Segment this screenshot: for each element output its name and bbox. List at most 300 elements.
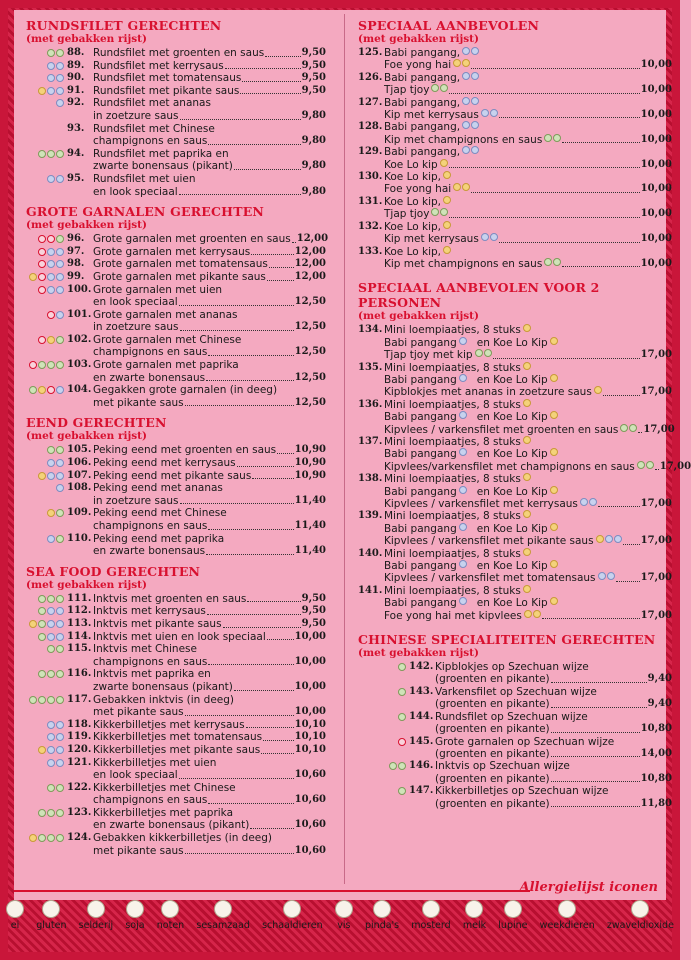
allergen-icons bbox=[26, 482, 67, 507]
allergen-icons bbox=[598, 572, 615, 584]
item-line bbox=[384, 59, 672, 71]
allergen-dot-icon bbox=[523, 585, 531, 593]
item-description: Grote garnalen op Szechuan wijze bbox=[435, 735, 615, 748]
allergen-icons bbox=[26, 470, 67, 483]
item-description: Grote garnalen met kerrysaus bbox=[93, 245, 251, 258]
item-description: Tjap tjoy bbox=[384, 208, 430, 221]
item-number: 118. bbox=[67, 718, 92, 730]
item-description: en Koe Lo Kip bbox=[476, 560, 548, 573]
menu-section bbox=[358, 280, 691, 622]
item-line bbox=[384, 183, 672, 195]
allergen-icons bbox=[26, 284, 67, 309]
wheat-icon bbox=[42, 900, 60, 918]
footer-rule bbox=[14, 890, 530, 892]
dot-leader bbox=[237, 457, 294, 467]
allergen-dot-icon bbox=[607, 572, 615, 580]
menu-item bbox=[358, 473, 672, 510]
allergen-label: zwaveldioxide bbox=[606, 920, 674, 931]
dot-leader bbox=[179, 769, 294, 779]
item-number: 142. bbox=[409, 661, 434, 673]
dot-leader bbox=[179, 296, 294, 306]
item-number: 127. bbox=[358, 96, 383, 108]
item-number: 128. bbox=[358, 121, 383, 133]
item-description: Kikkerbilletjes met pikante saus bbox=[93, 743, 261, 756]
allergen-icons bbox=[523, 399, 531, 411]
menu-item bbox=[26, 782, 326, 807]
allergen-icons bbox=[523, 473, 531, 485]
item-description: Rundsfilet op Szechuan wijze bbox=[435, 710, 588, 723]
item-price: 12,50 bbox=[294, 321, 326, 333]
item-description: en Koe Lo Kip bbox=[476, 485, 548, 498]
allergen-icons bbox=[523, 362, 531, 374]
item-description: Mini loempiaatjes, 8 stuks bbox=[384, 324, 521, 337]
allergen-dot-icon bbox=[47, 759, 55, 767]
allergen-dot-icon bbox=[598, 572, 606, 580]
item-number: 91. bbox=[67, 84, 85, 96]
allergen-dot-icon bbox=[56, 784, 64, 792]
menu-page bbox=[14, 10, 691, 900]
item-description: Kikkerbilletjes met uien bbox=[93, 756, 217, 769]
allergen-icons bbox=[26, 60, 67, 73]
allergen-dot-icon bbox=[47, 472, 55, 480]
allergen-dot-icon bbox=[462, 47, 470, 55]
item-line bbox=[384, 208, 672, 220]
item-text bbox=[93, 782, 326, 807]
item-text bbox=[384, 324, 672, 361]
item-description: (groenten en pikante) bbox=[435, 747, 550, 760]
allergen-dot-icon bbox=[453, 183, 461, 191]
item-line bbox=[93, 346, 326, 359]
menu-item bbox=[26, 807, 326, 832]
allergen-legend-item bbox=[540, 900, 595, 942]
egg-icon bbox=[6, 900, 24, 918]
item-text bbox=[93, 618, 326, 631]
allergen-dot-icon bbox=[47, 721, 55, 729]
item-line bbox=[384, 324, 672, 336]
allergen-dot-icon bbox=[47, 248, 55, 256]
dot-leader bbox=[252, 470, 293, 480]
item-price: 10,00 bbox=[294, 655, 326, 667]
item-line bbox=[93, 656, 326, 669]
allergen-dot-icon bbox=[594, 386, 602, 394]
dot-leader bbox=[208, 346, 293, 356]
item-description: Grote garnalen met groenten en saus bbox=[93, 233, 291, 246]
allergen-icons bbox=[26, 593, 67, 606]
allergen-dot-icon bbox=[47, 386, 55, 394]
menu-item bbox=[358, 146, 672, 171]
menu-item bbox=[26, 359, 326, 384]
allergen-icons bbox=[358, 661, 409, 686]
allergen-dot-icon bbox=[56, 49, 64, 57]
menu-item bbox=[26, 72, 326, 85]
item-text bbox=[93, 148, 326, 173]
item-number: 96. bbox=[67, 233, 85, 245]
item-line bbox=[93, 706, 326, 719]
item-description: Tjap tjoy met kip bbox=[384, 349, 473, 362]
allergen-label: mosterd bbox=[411, 920, 451, 931]
allergen-icons bbox=[26, 782, 67, 807]
menu-item bbox=[26, 334, 326, 359]
item-line bbox=[384, 72, 672, 84]
dot-leader bbox=[551, 773, 640, 782]
item-price: 17,00 bbox=[659, 460, 691, 472]
menu-item bbox=[358, 171, 672, 196]
menu-item bbox=[26, 631, 326, 644]
allergen-icons bbox=[26, 123, 67, 148]
item-number: 146. bbox=[409, 760, 434, 772]
item-price: 10,80 bbox=[640, 723, 672, 735]
allergen-dot-icon bbox=[605, 535, 613, 543]
allergen-legend-item bbox=[196, 900, 249, 942]
allergen-dot-icon bbox=[524, 610, 532, 618]
allergen-dot-icon bbox=[56, 62, 64, 70]
allergen-dot-icon bbox=[596, 535, 604, 543]
allergen-dot-icon bbox=[47, 260, 55, 268]
allergen-icons bbox=[26, 631, 67, 644]
allergen-dot-icon bbox=[550, 448, 558, 456]
allergen-dot-icon bbox=[47, 834, 55, 842]
allergen-dot-icon bbox=[431, 84, 439, 92]
allergen-dot-icon bbox=[38, 386, 46, 394]
allergen-dot-icon bbox=[523, 473, 531, 481]
allergen-dot-icon bbox=[646, 461, 654, 469]
item-text bbox=[93, 444, 326, 457]
dot-leader bbox=[267, 271, 294, 281]
allergen-dot-icon bbox=[462, 59, 470, 67]
allergen-icons bbox=[26, 309, 67, 334]
allergen-icons bbox=[26, 148, 67, 173]
allergen-legend-item bbox=[365, 900, 399, 942]
item-number: 99. bbox=[67, 270, 85, 282]
item-price: 9,40 bbox=[647, 673, 672, 685]
item-number: 110. bbox=[67, 532, 92, 544]
item-number: 90. bbox=[67, 72, 85, 84]
allergen-label: weekdieren bbox=[539, 920, 595, 931]
menu-item bbox=[358, 785, 672, 810]
item-number: 126. bbox=[358, 71, 383, 83]
allergen-dot-icon bbox=[553, 134, 561, 142]
menu-item bbox=[26, 757, 326, 782]
item-line bbox=[93, 359, 326, 372]
item-description: Inktvis met paprika en bbox=[93, 668, 211, 681]
dot-leader bbox=[234, 681, 294, 691]
item-description: Kikkerbilletjes met tomatensaus bbox=[93, 731, 263, 744]
menu-item bbox=[26, 507, 326, 532]
item-line bbox=[384, 399, 675, 411]
item-description: met pikante saus bbox=[93, 396, 184, 409]
allergen-dot-icon bbox=[38, 595, 46, 603]
allergen-icons bbox=[594, 386, 602, 398]
item-description: Rundsfilet met kerrysaus bbox=[93, 59, 224, 72]
allergen-dot-icon bbox=[56, 620, 64, 628]
allergen-dot-icon bbox=[459, 374, 467, 382]
item-line bbox=[93, 794, 326, 807]
item-number: 116. bbox=[67, 668, 92, 680]
allergen-icons bbox=[26, 618, 67, 631]
item-line bbox=[93, 334, 326, 347]
item-description: Rundsfilet met Chinese bbox=[93, 122, 215, 135]
dot-leader bbox=[638, 424, 642, 433]
item-line bbox=[435, 760, 672, 772]
dot-leader bbox=[263, 731, 294, 741]
item-description: Varkensfilet op Szechuan wijze bbox=[435, 685, 597, 698]
allergen-dot-icon bbox=[453, 59, 461, 67]
item-text bbox=[93, 72, 326, 85]
allergen-dot-icon bbox=[443, 196, 451, 204]
allergen-icons bbox=[358, 736, 409, 761]
item-text bbox=[93, 744, 326, 757]
allergen-dot-icon bbox=[56, 472, 64, 480]
item-number: 93. bbox=[67, 122, 85, 134]
allergen-dot-icon bbox=[490, 109, 498, 117]
dot-leader bbox=[179, 186, 301, 196]
section-subtitle: (met gebakken rijst) bbox=[358, 647, 480, 660]
item-text bbox=[93, 47, 326, 60]
allergen-icons bbox=[358, 785, 409, 810]
item-description: Inktvis met uien en look speciaal bbox=[93, 630, 266, 643]
dot-leader bbox=[616, 572, 640, 581]
item-text bbox=[93, 309, 326, 334]
item-text bbox=[435, 661, 672, 686]
item-line bbox=[435, 686, 672, 698]
item-description: en zwarte bonensaus (pikant) bbox=[93, 819, 250, 832]
item-description: Peking eend met Chinese bbox=[93, 507, 227, 520]
item-number: 100. bbox=[67, 283, 92, 295]
item-line bbox=[93, 618, 326, 631]
item-description: Grote garnalen met pikante saus bbox=[93, 270, 266, 283]
item-price: 9,50 bbox=[301, 47, 326, 58]
allergen-legend-item bbox=[262, 900, 323, 942]
allergen-label: ei bbox=[10, 920, 20, 931]
menu-item bbox=[26, 60, 326, 73]
item-line bbox=[93, 593, 326, 606]
allergen-dot-icon bbox=[471, 146, 479, 154]
item-line bbox=[93, 507, 326, 520]
item-price: 10,00 bbox=[294, 706, 326, 718]
item-text bbox=[384, 221, 672, 246]
item-number: 106. bbox=[67, 457, 92, 469]
item-text bbox=[435, 736, 672, 761]
allergen-icons bbox=[26, 173, 67, 198]
allergen-dot-icon bbox=[29, 273, 37, 281]
item-number: 138. bbox=[358, 473, 383, 485]
item-description: Foe yong hai bbox=[384, 59, 452, 72]
menu-item bbox=[358, 362, 672, 399]
item-description: Babi pangang bbox=[384, 373, 457, 386]
item-number: 108. bbox=[67, 482, 92, 494]
allergen-dot-icon bbox=[56, 248, 64, 256]
item-line bbox=[435, 748, 672, 760]
item-text bbox=[93, 668, 326, 693]
item-line bbox=[384, 47, 672, 59]
item-price: 17,00 bbox=[640, 349, 672, 361]
dot-leader bbox=[240, 85, 300, 95]
menu-item bbox=[358, 760, 672, 785]
item-line bbox=[93, 444, 326, 457]
item-description: Peking eend met pikante saus bbox=[93, 469, 252, 482]
item-text bbox=[93, 246, 326, 259]
allergen-legend-item bbox=[157, 900, 184, 942]
section-subtitle: (met gebakken rijst) bbox=[26, 219, 148, 232]
allergen-dot-icon bbox=[550, 523, 558, 531]
celery-icon bbox=[87, 900, 105, 918]
allergen-dot-icon bbox=[56, 484, 64, 492]
column-divider bbox=[344, 14, 345, 884]
allergen-icons bbox=[462, 47, 479, 59]
dot-leader bbox=[499, 109, 640, 118]
allergen-dot-icon bbox=[47, 595, 55, 603]
item-price: 12,00 bbox=[296, 233, 329, 245]
item-line bbox=[384, 134, 672, 146]
dot-leader bbox=[208, 656, 293, 666]
mollusc-icon bbox=[558, 900, 576, 918]
item-description: Inktvis met groenten en saus bbox=[93, 592, 247, 605]
item-line bbox=[93, 173, 326, 186]
allergen-dot-icon bbox=[481, 109, 489, 117]
item-price: 10,00 bbox=[294, 680, 326, 692]
allergen-dot-icon bbox=[47, 746, 55, 754]
section-subtitle: (met gebakken rijst) bbox=[26, 578, 148, 591]
dot-leader bbox=[471, 59, 639, 68]
item-description: (groenten en pikante) bbox=[435, 673, 550, 686]
item-description: champignons en saus bbox=[93, 520, 208, 532]
allergen-dot-icon bbox=[56, 535, 64, 543]
item-number: 130. bbox=[358, 171, 383, 183]
item-text bbox=[384, 399, 675, 436]
allergen-dot-icon bbox=[47, 620, 55, 628]
dot-leader bbox=[551, 723, 640, 732]
item-line bbox=[384, 498, 672, 510]
allergen-icons bbox=[358, 711, 409, 736]
allergen-dot-icon bbox=[56, 746, 64, 754]
item-number: 112. bbox=[67, 605, 92, 617]
allergen-dot-icon bbox=[56, 759, 64, 767]
item-text bbox=[93, 470, 326, 483]
item-line bbox=[93, 731, 326, 744]
allergen-dot-icon bbox=[580, 498, 588, 506]
item-line bbox=[93, 123, 326, 136]
menu-item bbox=[26, 533, 326, 558]
allergen-dot-icon bbox=[47, 784, 55, 792]
item-line bbox=[435, 673, 672, 685]
item-text bbox=[93, 384, 326, 409]
item-line bbox=[384, 349, 672, 361]
item-description: Babi pangang bbox=[384, 411, 457, 424]
item-number: 137. bbox=[358, 435, 383, 447]
allergen-legend-item bbox=[335, 900, 353, 942]
item-line bbox=[93, 807, 326, 820]
item-number: 133. bbox=[358, 245, 383, 257]
item-line bbox=[384, 246, 672, 258]
section-subtitle: (met gebakken rijst) bbox=[358, 310, 480, 323]
allergen-icons bbox=[550, 411, 558, 423]
allergen-icons bbox=[26, 384, 67, 409]
allergen-dot-icon bbox=[47, 311, 55, 319]
allergen-icons bbox=[596, 535, 622, 547]
item-number: 121. bbox=[67, 756, 92, 768]
item-price: 9,50 bbox=[301, 592, 326, 604]
item-line bbox=[93, 457, 326, 470]
allergen-dot-icon bbox=[459, 523, 467, 531]
allergen-icons bbox=[523, 510, 531, 522]
allergen-dot-icon bbox=[56, 721, 64, 729]
item-text bbox=[93, 97, 326, 122]
item-number: 92. bbox=[67, 97, 85, 109]
allergen-dot-icon bbox=[47, 62, 55, 70]
item-price: 10,00 bbox=[640, 257, 672, 269]
item-text bbox=[384, 548, 672, 585]
item-description: Peking eend met ananas bbox=[93, 482, 223, 495]
item-line bbox=[93, 782, 326, 795]
item-price: 10,60 bbox=[294, 819, 326, 831]
item-line bbox=[384, 362, 672, 374]
item-price: 9,50 bbox=[301, 617, 326, 629]
item-description: en Koe Lo Kip bbox=[476, 336, 548, 349]
allergen-dot-icon bbox=[56, 361, 64, 369]
item-line bbox=[384, 337, 672, 349]
menu-item bbox=[358, 196, 672, 221]
item-number: 105. bbox=[67, 444, 92, 456]
allergen-dot-icon bbox=[47, 286, 55, 294]
allergen-dot-icon bbox=[47, 633, 55, 641]
item-number: 143. bbox=[409, 685, 434, 697]
allergen-dot-icon bbox=[56, 336, 64, 344]
dot-leader bbox=[493, 349, 640, 358]
allergen-icons bbox=[440, 159, 448, 171]
item-line bbox=[384, 221, 672, 233]
item-description: Gebakken kikkerbilletjes (in deeg) bbox=[93, 832, 273, 845]
dot-leader bbox=[185, 397, 294, 407]
allergen-icons bbox=[26, 694, 67, 719]
menu-item bbox=[26, 444, 326, 457]
section-title: GROTE GARNALEN GERECHTEN bbox=[26, 204, 265, 220]
item-price: 9,40 bbox=[647, 698, 672, 710]
allergen-dot-icon bbox=[47, 235, 55, 243]
allergen-dot-icon bbox=[38, 260, 46, 268]
allergen-dot-icon bbox=[56, 99, 64, 107]
section-title: CHINESE SPECIALITEITEN GERECHTEN bbox=[358, 632, 656, 648]
allergen-icons bbox=[462, 72, 479, 84]
allergen-dot-icon bbox=[544, 134, 552, 142]
allergen-dot-icon bbox=[614, 535, 622, 543]
item-line bbox=[384, 597, 672, 609]
allergen-dot-icon bbox=[47, 696, 55, 704]
item-number: 103. bbox=[67, 359, 92, 371]
item-line bbox=[93, 482, 326, 495]
item-description: Babi pangang bbox=[384, 597, 457, 610]
allergen-dot-icon bbox=[56, 809, 64, 817]
allergen-dot-icon bbox=[38, 248, 46, 256]
allergen-dot-icon bbox=[398, 663, 406, 671]
item-price: 10,60 bbox=[294, 794, 326, 806]
item-line bbox=[384, 461, 691, 473]
item-description: Kip met champignons en saus bbox=[384, 257, 543, 270]
item-text bbox=[384, 196, 672, 221]
item-line bbox=[93, 148, 326, 161]
item-line bbox=[93, 631, 326, 644]
menu-item bbox=[26, 731, 326, 744]
allergen-dot-icon bbox=[56, 459, 64, 467]
allergen-icons bbox=[550, 448, 558, 460]
menu-item bbox=[358, 398, 675, 436]
dot-leader bbox=[277, 444, 294, 454]
allergen-dot-icon bbox=[459, 486, 467, 494]
allergen-dot-icon bbox=[38, 633, 46, 641]
item-number: 147. bbox=[409, 785, 434, 797]
menu-item bbox=[26, 233, 329, 246]
item-price: 10,60 bbox=[294, 844, 326, 856]
item-description: champignons en saus bbox=[93, 135, 208, 148]
